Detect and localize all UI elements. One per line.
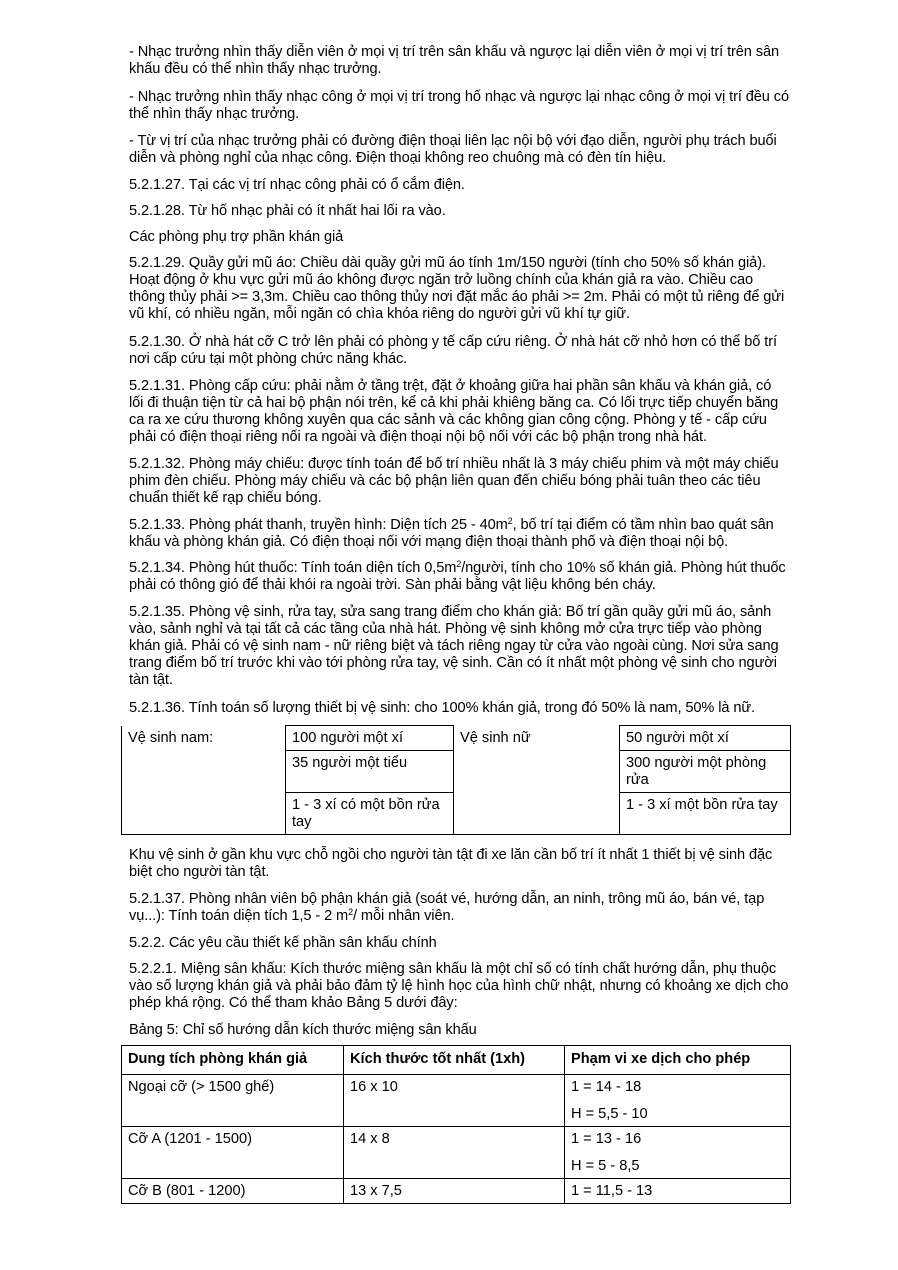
column-header: Kích thước tốt nhất (1xh) (344, 1046, 565, 1075)
paragraph-5-2-1-35: 5.2.1.35. Phòng vệ sinh, rửa tay, sửa sang trang điểm cho khán giả: Bố trí gần quầy gửi mũ áo, sảnh vào, sảnh nghỉ và tại tất cả các tầng của nhà hát. Phòng vệ sinh không mở cửa trực tiếp vào phòng khán giả. Phải có vệ sinh nam - nữ riêng biệt và tách riêng ngay từ cửa vào ngoài cùng. Nơi sửa sang trang điểm bố trí trước khi vào tới phòng rửa tay, vệ sinh. Cần có ít nhất một phòng vệ sinh cho người tàn tật. (129, 604, 779, 688)
table-cell: 50 người một xí (620, 726, 791, 751)
range-height: H = 5,5 - 10 (571, 1106, 648, 1122)
paragraph-5-2-1-29: 5.2.1.29. Quầy gửi mũ áo: Chiều dài quầy gửi mũ áo tính 1m/150 người (tính cho 50% số khán giả). Hoạt động ở khu vực gửi mũ áo không được ngăn trở luồng chính của khán giả ra vào. Chiều cao thông thủy phải >= 3,3m. Chiều cao thông thủy nơi đặt mắc áo phải >= 2m. Phải có một tủ riêng để gửi vũ khí, có nhiều ngăn, mỗi ngăn có chìa khóa riêng do người gửi vũ khí tự giữ. (129, 255, 785, 322)
table-cell: 1 - 3 xí có một bồn rửa tay (286, 793, 454, 835)
empty-cell (454, 751, 620, 793)
paragraph-5-2-1-34 (129, 560, 789, 594)
paragraph-5-2-1-30: 5.2.1.30. Ở nhà hát cỡ C trở lên phải có phòng y tế cấp cứu riêng. Ở nhà hát cỡ nhỏ hơn có thể bố trí nơi cấp cứu tại một phòng chức năng khác. (129, 334, 777, 367)
empty-cell (122, 793, 286, 835)
paragraph-5-2-1-31: 5.2.1.31. Phòng cấp cứu: phải nằm ở tầng trệt, đặt ở khoảng giữa hai phần sân khấu và khán giả, có lối đi thuận tiện từ cả hai bộ phận nói trên, kể cả khi phải khiêng băng ca. Có lối trực tiếp chuyển băng ca ra xe cứu thương không xuyên qua các sảnh và các không gian công cộng. Phòng y tế - cấp cứu phải có điện thoại riêng nối ra ngoài và điện thoại nội bộ nối với các bộ phận trong nhà hát. (129, 378, 779, 445)
range-width: 1 = 13 - 16 (571, 1131, 642, 1147)
table-row (122, 1075, 791, 1127)
paragraph-5-2-1-36: 5.2.1.36. Tính toán số lượng thiết bị vệ sinh: cho 100% khán giả, trong đó 50% là nam, 50% là nữ. (129, 700, 755, 716)
table-cell: Ngoại cỡ (> 1500 ghế) (122, 1075, 344, 1127)
table-5-proscenium-sizes (121, 1045, 791, 1204)
table-cell: 14 x 8 (344, 1127, 565, 1179)
paragraph-conductor-view-actors: - Nhạc trưởng nhìn thấy diễn viên ở mọi vị trí trên sân khấu và ngược lại diễn viên ở mọi vị trí trên sân khấu đều có thể nhìn thấy nhạc trưởng. (129, 44, 780, 77)
paragraph-5-2-1-28: 5.2.1.28. Từ hố nhạc phải có ít nhất hai lối ra vào. (129, 203, 446, 219)
table-5-caption: Bảng 5: Chỉ số hướng dẫn kích thước miệng sân khấu (129, 1022, 477, 1038)
paragraph-conductor-view-musicians: - Nhạc trưởng nhìn thấy nhạc công ở mọi vị trí trong hố nhạc và ngược lại nhạc công ở mọi vị trí đều có thể nhìn thấy nhạc trưởng. (129, 89, 789, 122)
table-cell (565, 1127, 791, 1179)
empty-cell (122, 751, 286, 793)
paragraph-5-2-1-34-text-b: /người, tính cho 10% số khán giả. Phòng hút thuốc phải có thông gió để thải khói ra ngoài trời. Sàn phải bằng vật liệu không bén cháy. (129, 560, 786, 593)
male-label-cell: Vệ sinh nam: (122, 726, 286, 751)
paragraph-disabled-toilet: Khu vệ sinh ở gần khu vực chỗ ngồi cho người tàn tật đi xe lăn cần bố trí ít nhất 1 thiết bị vệ sinh đặc biệt cho người tàn tật. (129, 847, 773, 880)
paragraph-5-2-1-37-text-a: 5.2.1.37. Phòng nhân viên bộ phận khán giả (soát vé, hướng dẫn, an ninh, trông mũ áo, bán vé, tạp vụ...): Tính toán diện tích 1,5 - 2 m (129, 891, 765, 924)
range-width: 1 = 14 - 18 (571, 1079, 642, 1095)
superscript: 2 (456, 559, 462, 569)
paragraph-5-2-1-33-text-b: , bố trí tại điểm có tầm nhìn bao quát sân khấu và phòng khán giả. Có điện thoại nối với mạng điện thoại thành phố và điện thoại nội bộ. (129, 517, 774, 550)
empty-cell (454, 793, 620, 835)
table-cell: 35 người một tiểu (286, 751, 454, 793)
paragraph-5-2-1-27: 5.2.1.27. Tại các vị trí nhạc công phải có ổ cắm điện. (129, 177, 465, 193)
table-cell: 13 x 7,5 (344, 1179, 565, 1204)
range-height: H = 5 - 8,5 (571, 1158, 640, 1174)
table-row (122, 726, 791, 751)
paragraph-5-2-2-1: 5.2.2.1. Miệng sân khấu: Kích thước miệng sân khấu là một chỉ số có tính chất hướng dẫn, phụ thuộc vào số lượng khán giả và phải bảo đảm tỷ lệ hình học của hình chữ nhật, nhưng có khoảng xe dịch cho phép khá rộng. Có thể tham khảo Bảng 5 dưới đây: (129, 961, 789, 1011)
table-row (122, 1127, 791, 1179)
paragraph-5-2-1-37-text-b: / mỗi nhân viên. (353, 908, 455, 924)
paragraph-conductor-phone: - Từ vị trí của nhạc trưởng phải có đường điện thoại liên lạc nội bộ với đạo diễn, người phụ trách buổi diễn và phòng nghỉ của nhạc công. Điện thoại không reo chuông mà có đèn tín hiệu. (129, 133, 777, 166)
column-header: Phạm vi xe dịch cho phép (565, 1046, 791, 1075)
sanitary-fixture-table (121, 725, 791, 835)
section-heading-auxiliary-rooms: Các phòng phụ trợ phần khán giả (129, 229, 344, 245)
table-row (122, 1179, 791, 1204)
table-cell: Cỡ B (801 - 1200) (122, 1179, 344, 1204)
table-cell: Cỡ A (1201 - 1500) (122, 1127, 344, 1179)
table-row (122, 751, 791, 793)
superscript: 2 (348, 907, 354, 917)
section-heading-5-2-2: 5.2.2. Các yêu cầu thiết kế phần sân khấu chính (129, 935, 437, 951)
table-header-row (122, 1046, 791, 1075)
table-cell: 100 người một xí (286, 726, 454, 751)
paragraph-5-2-1-33 (129, 517, 789, 551)
column-header: Dung tích phòng khán giả (122, 1046, 344, 1075)
range-width: 1 = 11,5 - 13 (571, 1183, 653, 1199)
table-cell: 300 người một phòng rửa (620, 751, 791, 793)
table-cell: 16 x 10 (344, 1075, 565, 1127)
table-cell (565, 1179, 791, 1204)
paragraph-5-2-1-32: 5.2.1.32. Phòng máy chiếu: được tính toán để bố trí nhiều nhất là 3 máy chiếu phim và một máy chiếu phim đèn chiếu. Phòng máy chiếu và các bộ phận liên quan đến chiếu bóng phải tuân theo các tiêu chuẩn thiết kế rạp chiếu bóng. (129, 456, 779, 506)
paragraph-5-2-1-34-text-a: 5.2.1.34. Phòng hút thuốc: Tính toán diện tích 0,5m (129, 560, 457, 576)
female-label-cell: Vệ sinh nữ (454, 726, 620, 751)
table-cell (565, 1075, 791, 1127)
paragraph-5-2-1-33-text-a: 5.2.1.33. Phòng phát thanh, truyền hình: Diện tích 25 - 40m (129, 517, 508, 533)
superscript: 2 (507, 516, 513, 526)
table-cell: 1 - 3 xí một bồn rửa tay (620, 793, 791, 835)
paragraph-5-2-1-37 (129, 891, 789, 925)
table-row (122, 793, 791, 835)
